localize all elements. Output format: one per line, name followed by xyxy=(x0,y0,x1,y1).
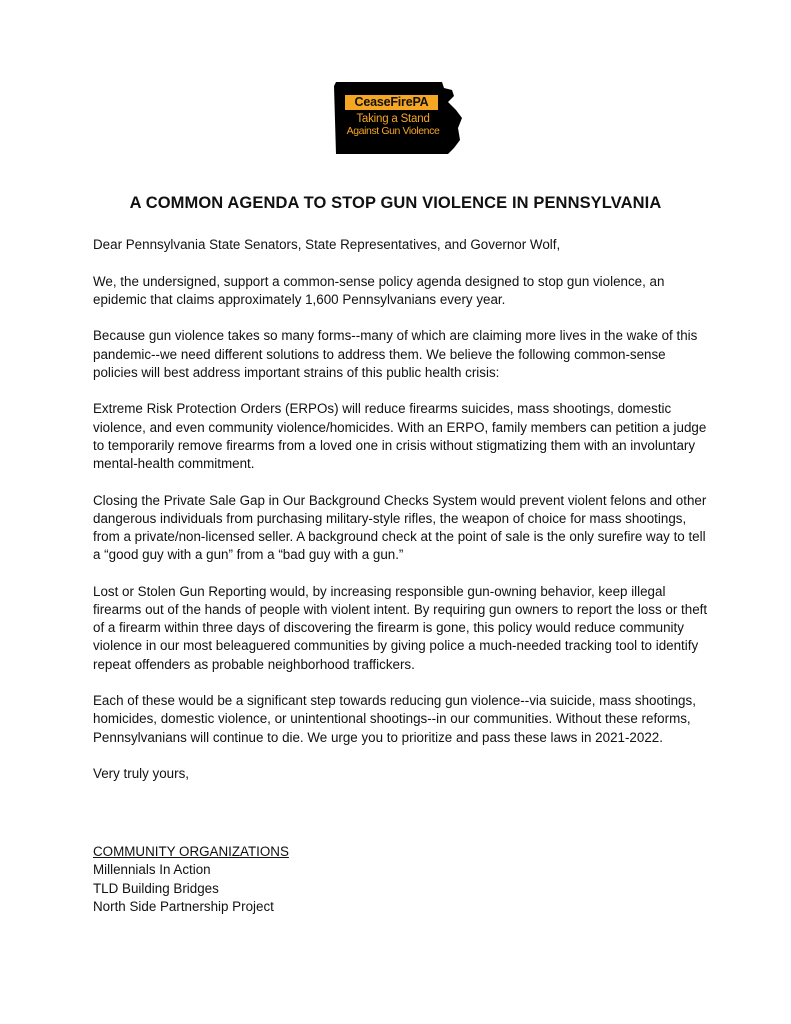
paragraph-conclusion: Each of these would be a significant step towards reducing gun violence--via suicide, mass shootings, homicides, domestic violence, or unintentional shootings--in our communities. Without these reforms, Pennsylvanians will continue to die. We urge you to prioritize and pass these laws in 2021-2022. xyxy=(93,693,696,745)
ceasefirepa-logo xyxy=(330,80,464,156)
paragraph-forms: Because gun violence takes so many forms--many of which are claiming more lives in the wake of this pandemic--we need different solutions to address them. We believe the following common-sense policies will best address important strains of this public health crisis: xyxy=(93,328,698,380)
paragraph-erpo: Extreme Risk Protection Orders (ERPOs) will reduce firearms suicides, mass shootings, domestic violence, and even community violence/homicides. With an ERPO, family members can petition a judge to temporarily remove firearms from a loved one in crisis without stigmatizing them with an involuntary mental-health commitment. xyxy=(93,401,707,471)
signatories-section xyxy=(93,843,593,917)
paragraph-intro: We, the undersigned, support a common-sense policy agenda designed to stop gun violence, an epidemic that claims approximately 1,600 Pennsylvanians every year. xyxy=(93,273,665,307)
logo-tagline-line2: Against Gun Violence xyxy=(346,125,440,137)
paragraph-background-checks: Closing the Private Sale Gap in Our Background Checks System would prevent violent felons and other dangerous individuals from purchasing military-style rifles, the weapon of choice for mass shootings, from a private/non-licensed seller. A background check at the point of sale is the only surefire way to tell a “good guy with a gun” from a “bad guy with a gun.” xyxy=(93,492,707,563)
list-item: Millennials In Action xyxy=(93,862,211,878)
list-item: TLD Building Bridges xyxy=(93,880,219,896)
list-item: North Side Partnership Project xyxy=(93,899,274,915)
signatories-list xyxy=(93,861,593,916)
signatories-header: COMMUNITY ORGANIZATIONS xyxy=(93,844,289,859)
page-title: A COMMON AGENDA TO STOP GUN VIOLENCE IN PENNSYLVANIA xyxy=(129,194,662,212)
salutation: Dear Pennsylvania State Senators, State Representatives, and Governor Wolf, xyxy=(93,237,561,252)
paragraph-lost-stolen: Lost or Stolen Gun Reporting would, by increasing responsible gun-owning behavior, keep illegal firearms out of the hands of people with violent intent. By requiring gun owners to report the loss or theft of a firearm within three days of discovering the firearm is gone, this policy would reduce community violence in our most beleaguered communities by giving police a much-needed tracking tool to identify repeat offenders as probable neighborhood traffickers. xyxy=(93,583,708,672)
logo-tagline-line1: Taking a Stand xyxy=(356,113,430,125)
letter-body xyxy=(93,236,713,783)
closing: Very truly yours, xyxy=(93,766,189,782)
logo-title: CeaseFirePA xyxy=(345,95,438,110)
